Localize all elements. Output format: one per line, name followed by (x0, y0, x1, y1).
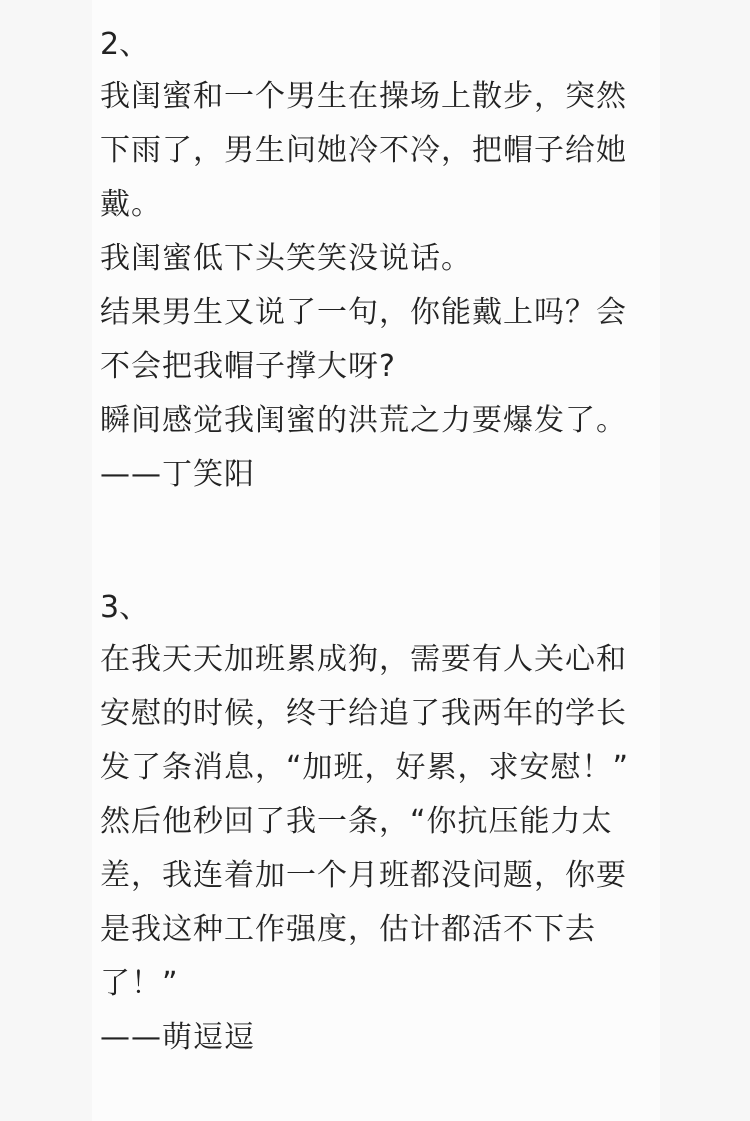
story-line: 戴。 (100, 187, 162, 222)
story-line: 差，我连着加一个月班都没问题，你要 (100, 858, 627, 893)
story-number: 2、 (100, 27, 150, 62)
story-line: 安慰的时候，终于给追了我两年的学长 (100, 696, 627, 731)
story-line: 我闺蜜和一个男生在操场上散步，突然 (100, 79, 627, 114)
story-line: 结果男生又说了一句，你能戴上吗？会 (100, 295, 627, 330)
story-line: 然后他秒回了我一条，“你抗压能力太 (100, 804, 613, 839)
story-number: 3、 (100, 590, 150, 625)
story-author: ——丁笑阳 (100, 457, 255, 492)
story-author: ——萌逗逗 (100, 1020, 255, 1055)
story-line: 了！” (100, 966, 179, 1001)
story-line: 发了条消息，“加班，好累，求安慰！” (100, 750, 630, 785)
story-line: 我闺蜜低下头笑笑没说话。 (100, 241, 472, 276)
story-line: 瞬间感觉我闺蜜的洪荒之力要爆发了。 (100, 403, 627, 438)
story-line: 是我这种工作强度，估计都活不下去 (100, 912, 596, 947)
story-2 (100, 20, 660, 502)
story-3 (100, 583, 660, 1065)
story-line: 下雨了，男生问她冷不冷，把帽子给她 (100, 133, 627, 168)
story-line: 在我天天加班累成狗，需要有人关心和 (100, 642, 627, 677)
story-line: 不会把我帽子撑大呀? (100, 349, 396, 384)
